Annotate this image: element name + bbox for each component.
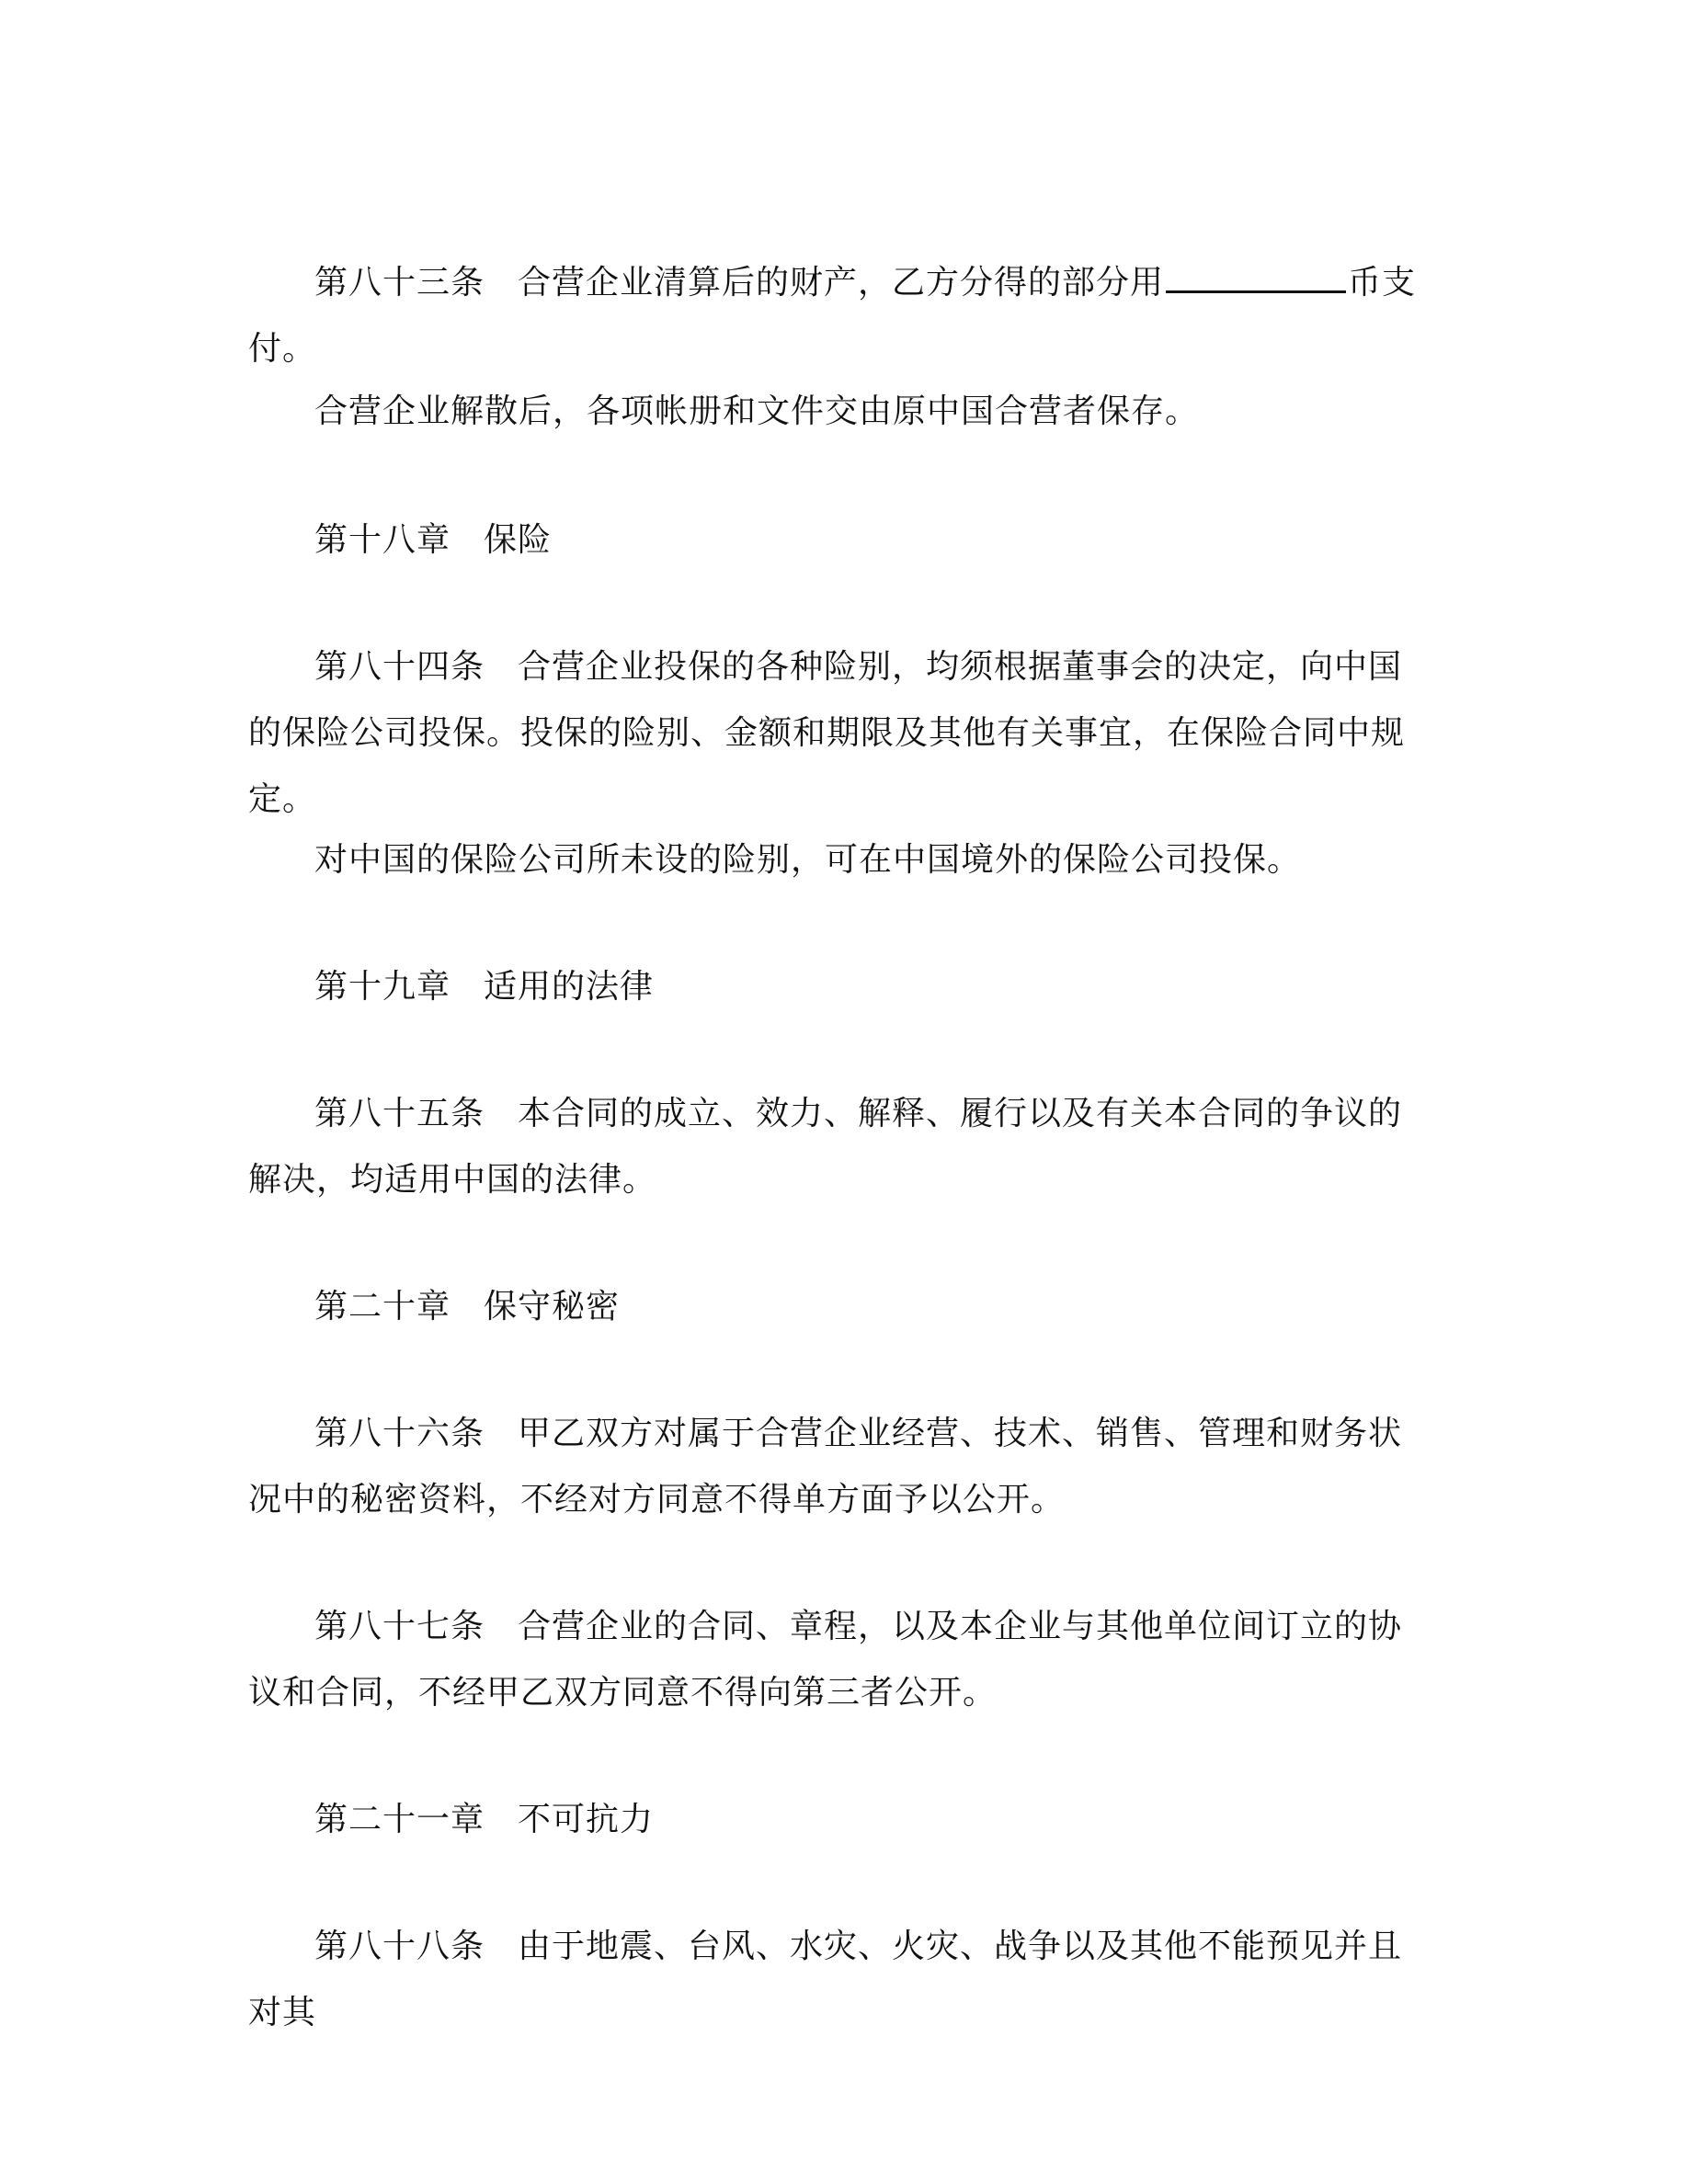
chapter-20-number: 第二十章	[314, 1288, 451, 1325]
currency-blank	[1166, 263, 1346, 293]
chapter-18-title: 保险	[484, 521, 553, 559]
dissolution-text: 合营企业解散后，各项帐册和文件交由原中国合营者保存。	[314, 392, 1200, 430]
chapter-18-heading	[248, 507, 1434, 574]
article-84	[248, 634, 1434, 833]
article-85	[248, 1081, 1434, 1213]
chapter-21-heading	[248, 1787, 1434, 1853]
chapter-18-number: 第十八章	[314, 521, 451, 559]
article-87-head: 第八十七条	[314, 1608, 485, 1645]
dissolution-paragraph	[248, 379, 1434, 445]
article-86	[248, 1401, 1434, 1533]
article-88-head: 第八十八条	[314, 1928, 485, 1965]
article-87-text: 合营企业的合同、章程，以及本企业与其他单位间订立的协议和合同，不经甲乙双方同意不得向第三者公开。	[248, 1608, 1403, 1712]
foreign-insurance-paragraph	[248, 827, 1434, 893]
article-85-text: 本合同的成立、效力、解释、履行以及有关本合同的争议的解决，均适用中国的法律。	[248, 1095, 1403, 1199]
article-88	[248, 1914, 1434, 2046]
article-86-head: 第八十六条	[314, 1415, 485, 1452]
article-84-head: 第八十四条	[314, 648, 485, 686]
chapter-20-heading	[248, 1274, 1434, 1340]
article-83-text-after: 币支付。	[248, 264, 1417, 368]
chapter-21-title: 不可抗力	[518, 1801, 655, 1838]
article-83-head: 第八十三条	[314, 264, 485, 301]
article-85-head: 第八十五条	[314, 1095, 485, 1132]
chapter-19-number: 第十九章	[314, 968, 451, 1006]
article-84-text: 合营企业投保的各种险别，均须根据董事会的决定，向中国的保险公司投保。投保的险别、金额和期限及其他有关事宜，在保险合同中规定。	[248, 648, 1406, 818]
foreign-insurance-text: 对中国的保险公司所未设的险别，可在中国境外的保险公司投保。	[314, 841, 1302, 879]
chapter-19-title: 适用的法律	[484, 968, 655, 1006]
article-83-text-before: 合营企业清算后的财产，乙方分得的部分用	[518, 264, 1165, 301]
chapter-20-title: 保守秘密	[484, 1288, 621, 1325]
article-86-text: 甲乙双方对属于合营企业经营、技术、销售、管理和财务状况中的秘密资料，不经对方同意不得单方面予以公开。	[248, 1415, 1403, 1519]
chapter-19-heading	[248, 954, 1434, 1020]
article-88-text: 由于地震、台风、水灾、火灾、战争以及其他不能预见并且对其	[248, 1928, 1403, 2031]
article-87	[248, 1594, 1434, 1726]
article-83	[248, 250, 1434, 382]
chapter-21-number: 第二十一章	[314, 1801, 485, 1838]
